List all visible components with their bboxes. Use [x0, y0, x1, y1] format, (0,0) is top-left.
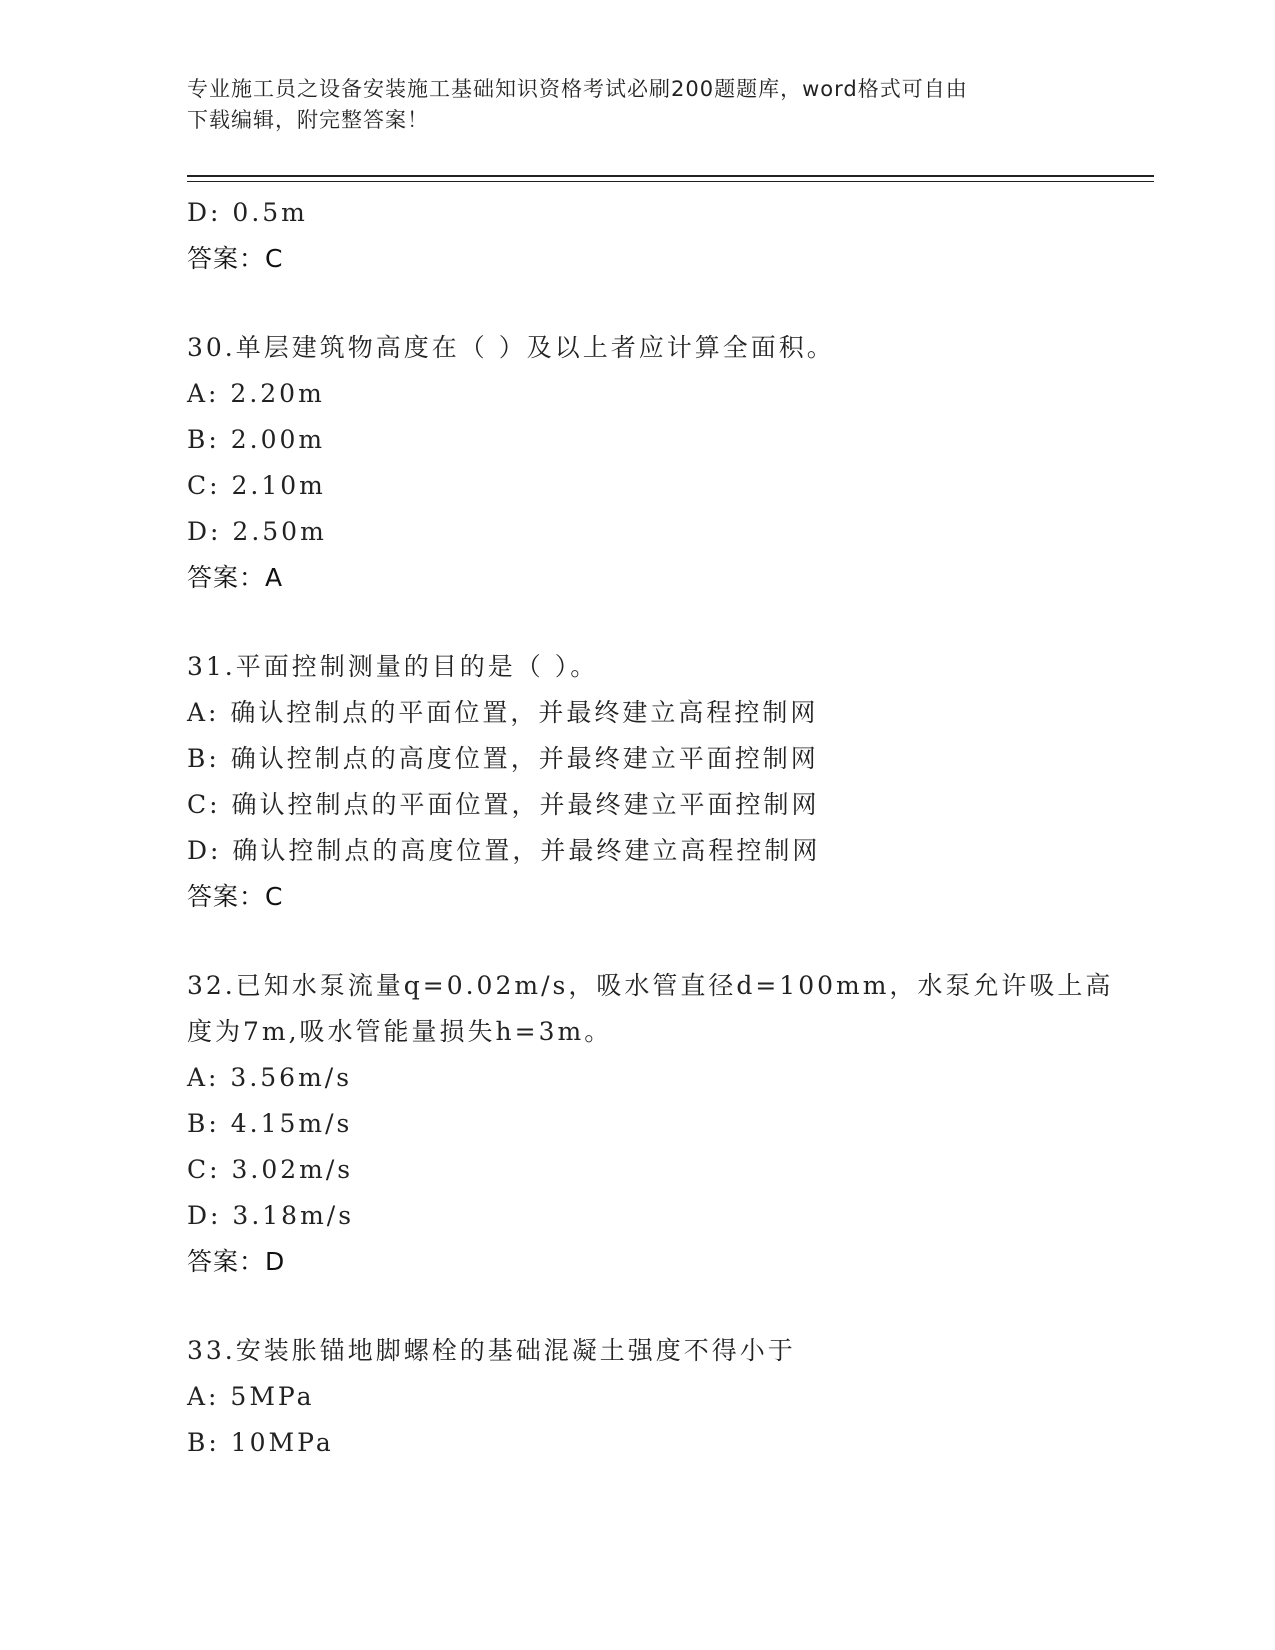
option-d: D: 2.50m — [187, 517, 327, 546]
question-stem-line-2: 度为7m,吸水管能量损失h=3m。 — [187, 1017, 613, 1046]
option-b: B: 确认控制点的高度位置，并最终建立平面控制网 — [187, 744, 819, 773]
question-32 — [187, 963, 1147, 1285]
question-stem: 33.安装胀锚地脚螺栓的基础混凝土强度不得小于 — [187, 1336, 796, 1365]
answer: 答案：D — [187, 1247, 286, 1276]
option-d: D: 3.18m/s — [187, 1201, 355, 1230]
option-c: C: 确认控制点的平面位置，并最终建立平面控制网 — [187, 790, 820, 819]
spacer — [187, 920, 1147, 963]
header-divider-thick — [187, 175, 1154, 177]
option-b: B: 2.00m — [187, 425, 326, 454]
carryover-option-d: D: 0.5m — [187, 198, 308, 227]
spacer — [187, 601, 1147, 644]
option-d: D: 确认控制点的高度位置，并最终建立高程控制网 — [187, 836, 821, 865]
question-31 — [187, 644, 1147, 920]
option-b: B: 4.15m/s — [187, 1109, 353, 1138]
option-a: A: 确认控制点的平面位置，并最终建立高程控制网 — [187, 698, 819, 727]
question-30 — [187, 325, 1147, 601]
spacer — [187, 1285, 1147, 1328]
question-list — [187, 190, 1147, 1466]
answer: 答案：C — [187, 882, 284, 911]
option-a: A: 5MPa — [187, 1382, 315, 1411]
header-title-line-2: 下载编辑，附完整答案！ — [187, 108, 429, 132]
question-stem: 31.平面控制测量的目的是（ ）。 — [187, 652, 599, 681]
option-c: C: 3.02m/s — [187, 1155, 354, 1184]
option-c: C: 2.10m — [187, 471, 326, 500]
spacer — [187, 282, 1147, 325]
page-header — [187, 74, 1087, 136]
question-33 — [187, 1328, 1147, 1466]
answer: 答案：A — [187, 563, 284, 592]
question-stem-line-1: 32.已知水泵流量q=0.02m/s，吸水管直径d=100mm，水泵允许吸上高 — [187, 971, 1114, 1000]
option-a: A: 3.56m/s — [187, 1063, 353, 1092]
option-b: B: 10MPa — [187, 1428, 334, 1457]
option-a: A: 2.20m — [187, 379, 325, 408]
header-divider-thin — [187, 181, 1154, 182]
carryover-answer: 答案：C — [187, 244, 284, 273]
question-stem: 30.单层建筑物高度在（ ）及以上者应计算全面积。 — [187, 333, 835, 362]
header-title-line-1: 专业施工员之设备安装施工基础知识资格考试必刷200题题库，word格式可自由 — [187, 77, 968, 101]
